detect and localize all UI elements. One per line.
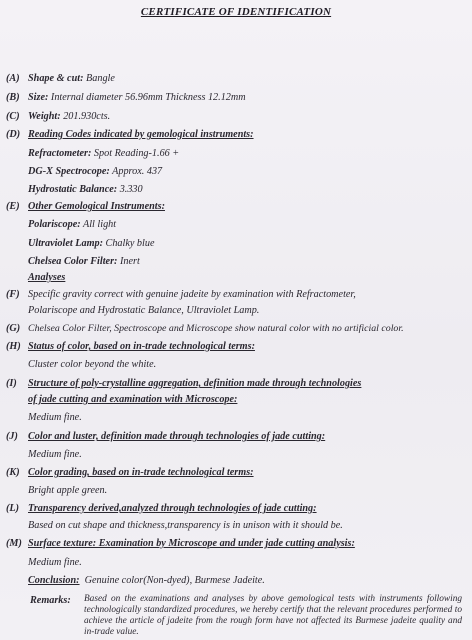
marker-c: (C) [6,111,20,122]
item-spectroscope [28,165,162,178]
transparency-value: Based on cut shape and thickness,transparency is in unison with it should be. [28,520,343,531]
conclusion [28,574,265,587]
marker-k: (K) [6,467,20,478]
chelsea-value: Inert [119,256,140,267]
reading-codes-heading: Reading Codes indicated by gemological instruments: [28,129,254,140]
color-luster-heading: Color and luster, definition made through technologies of jade cutting: [28,431,326,442]
marker-a: (A) [6,73,20,84]
hydrostatic-label: Hydrostatic Balance: [28,184,118,195]
item-shape-cut [28,72,115,85]
item-weight [28,110,110,123]
spectroscope-value: Approx. 437 [112,166,163,177]
size-label: Size: [28,92,49,103]
shape-cut-value: Bangle [86,73,115,84]
conclusion-value: Genuine color(Non-dyed), Burmese Jadeite. [84,575,265,586]
remarks-text: Based on the examinations and analyses by above gemological tests with instruments following technologically standardized procedures, we hereby certify that the relevant procedures performed to achieve the article of jadeite from the rough form have not affected its Burmese jadeite quality and in-trade value. [84,594,462,637]
ultraviolet-label: Ultraviolet Lamp: [28,238,103,249]
refractometer-label: Refractometer: [28,148,92,159]
surface-texture-heading: Surface texture: Examination by Microscope and under jade cutting analysis: [28,538,355,549]
marker-h: (H) [6,341,21,352]
item-ultraviolet-lamp [28,237,154,250]
structure-heading-line1: Structure of poly-crystalline aggregation, definition made through technologies [28,378,362,389]
polariscope-label: Polariscope: [28,219,81,230]
item-hydrostatic-balance [28,183,143,196]
color-grading-value: Bright apple green. [28,485,108,496]
shape-cut-label: Shape & cut: [28,73,84,84]
other-instruments-heading: Other Gemological Instruments: [28,201,165,212]
item-polariscope [28,218,116,231]
marker-m: (M) [6,538,22,549]
status-color-value: Cluster color beyond the white. [28,359,157,370]
remarks-label: Remarks: [30,595,71,606]
marker-e: (E) [6,201,20,212]
refractometer-value: Spot Reading-1.66 + [93,148,180,159]
structure-value: Medium fine. [28,412,82,423]
status-color-heading: Status of color, based on in-trade technological terms: [28,341,255,352]
marker-i: (I) [6,378,17,389]
transparency-heading: Transparency derived,analyzed through technologies of jade cutting: [28,503,317,514]
marker-l: (L) [6,503,20,514]
analysis-f-line1: Specific gravity correct with genuine jadeite by examination with Refractometer, [28,289,356,300]
marker-j: (J) [6,431,18,442]
marker-d: (D) [6,129,21,140]
structure-heading-line2: of jade cutting and examination with Microscope: [28,394,238,405]
marker-b: (B) [6,92,20,103]
ultraviolet-value: Chalky blue [105,238,155,249]
analysis-g-text: Chelsea Color Filter, Spectroscope and Microscope show natural color with no artificial color. [28,323,404,334]
surface-texture-value: Medium fine. [28,557,82,568]
marker-g: (G) [6,323,21,334]
item-refractometer [28,147,179,160]
hydrostatic-value: 3.330 [119,184,143,195]
weight-label: Weight: [28,111,61,122]
certificate-title: CERTIFICATE OF IDENTIFICATION [140,6,332,18]
weight-value: 201.930cts. [63,111,111,122]
analyses-heading: Analyses [28,272,66,283]
marker-f: (F) [6,289,20,300]
color-luster-value: Medium fine. [28,449,82,460]
item-size [28,91,246,104]
chelsea-label: Chelsea Color Filter: [28,256,118,267]
item-chelsea-filter [28,255,140,268]
polariscope-value: All light [83,219,117,230]
analysis-f-line2: Polariscope and Hydrostatic Balance, Ultraviolet Lamp. [28,305,260,316]
color-grading-heading: Color grading, based on in-trade technological terms: [28,467,254,478]
spectroscope-label: DG-X Spectrocope: [28,166,110,177]
conclusion-label: Conclusion: [28,575,80,586]
size-value: Internal diameter 56.96mm Thickness 12.12mm [50,92,246,103]
